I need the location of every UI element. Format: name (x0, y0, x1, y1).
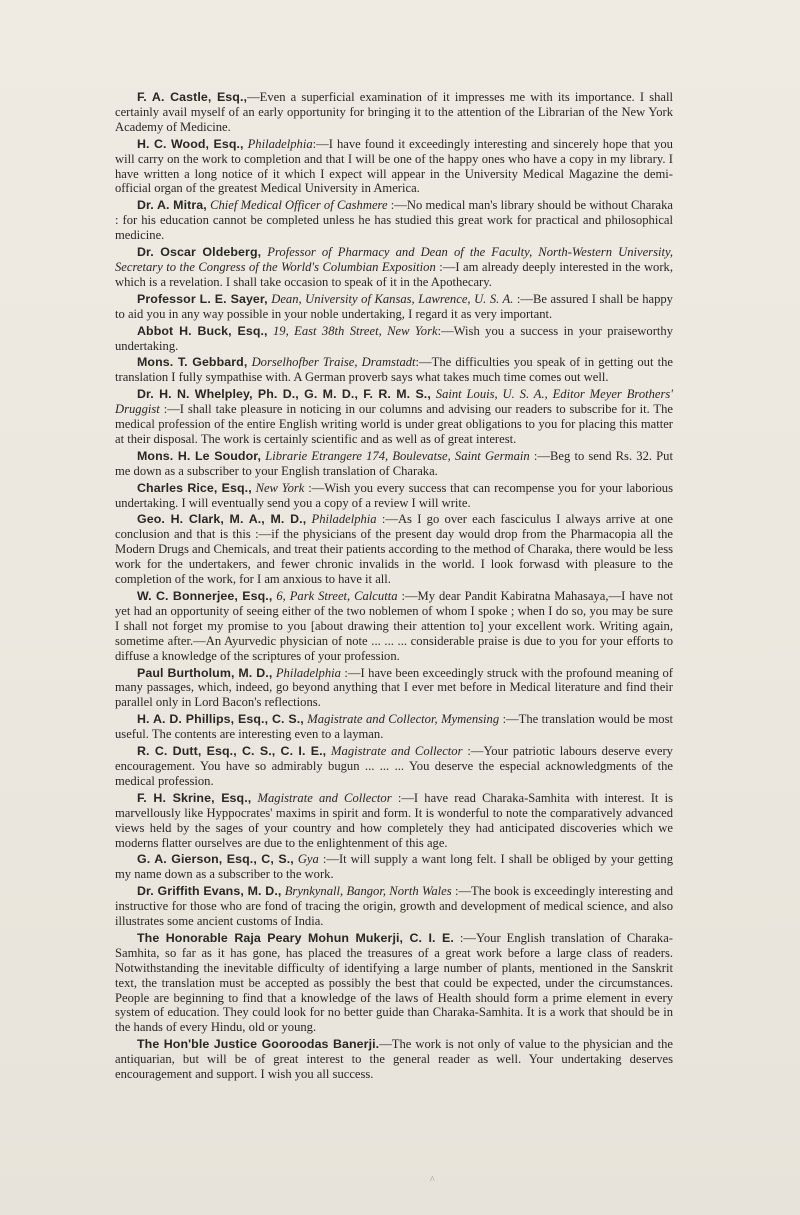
testimonial-entry (115, 449, 673, 479)
testimonial-text: :—The difficulties you speak of in getting out the translation I fully sympathise with. A German proverb says what takes much time comes out well. (115, 355, 674, 385)
testimonial-name: Abbot H. Buck, Esq., (137, 323, 268, 338)
testimonials-column (115, 90, 673, 1084)
testimonial-name: The Honorable Raja Peary Mohun Mukerji, C. I. E. (137, 930, 454, 945)
testimonial-affiliation: 6, Park Street, Calcutta (276, 589, 398, 603)
testimonial-entry (115, 137, 673, 197)
testimonial-affiliation: Philadelphia (275, 665, 341, 680)
testimonial-affiliation: Brynkynall, Bangor, North Wales (284, 884, 452, 899)
testimonial-entry (115, 744, 673, 789)
testimonial-text: —Even a superficial examination of it impresses me with its importance. I shall certainly avail myself of an early opportunity for bringing it to the attention of the Librarian of the New York Academy of Medicine. (115, 90, 673, 134)
testimonial-name: Dr. A. Mitra, (137, 198, 207, 213)
testimonial-text: :—No medical man's library should be without Charaka : for his education cannot be completed unless he has studied this great work for practical and philosophical medicine. (115, 198, 673, 243)
testimonial-affiliation: Philadelphia (247, 136, 313, 151)
testimonial-affiliation: 19, East 38th Street, New York (273, 323, 438, 338)
testimonial-name: H. A. D. Phillips, Esq., C. S., (137, 712, 304, 727)
testimonial-affiliation: Gya (297, 852, 319, 867)
testimonial-text: :—I shall take pleasure in noticing in our columns and advising our readers to subscribe for it. The medical profession of the entire English writing world is under great obligations to you for placing this matter at their disposal. The work is certainly scientific and as well as of great interest. (115, 402, 673, 446)
testimonial-entry (115, 355, 673, 385)
testimonial-text: :—The translation would be most useful. The contents are interesting even to a layman. (115, 712, 673, 742)
testimonial-text: :—It will supply a want long felt. I shall be obliged by your getting my name down as a subscriber to the work. (115, 852, 673, 882)
testimonial-entry (115, 931, 673, 1035)
testimonial-affiliation: Magistrate and Collector, Mymensing (307, 712, 500, 727)
testimonial-affiliation: Dorselhofber Traise, Dramstadt (251, 355, 416, 370)
testimonial-entry (115, 589, 673, 664)
testimonial-entry (115, 512, 673, 587)
testimonial-name: Paul Burtholum, M. D., (137, 665, 273, 680)
testimonial-text: :—Wish you a success in your praiseworthy undertaking. (115, 323, 673, 353)
testimonial-entry (115, 791, 673, 851)
printers-mark: ^ (430, 1175, 435, 1186)
testimonial-entry (115, 292, 673, 322)
testimonial-affiliation: Chief Medical Officer of Cashmere (210, 198, 388, 213)
testimonial-affiliation: Philadelphia (311, 512, 377, 527)
testimonial-text: :—Your English translation of Charaka-Samhita, so far as it has gone, has placed the treasures of a great work before a large class of readers. Notwithstanding the inevitable difficulty of identifying a large number of plants, mentioned in the Sanskrit text, the translation must be accepted as possibly the best that could be expected, under the circumstances. People are beginning to find that a knowledge of the laws of Health should form a prime element in every system of education. They could look for no better guide than Charaka-Samhita. It is a work that should be in the hands of every Hindu, old or young. (115, 930, 673, 1035)
testimonial-text: :—Be assured I shall be happy to aid you in any way possible in your noble undertaking, I regard it as very important. (115, 291, 673, 321)
testimonial-affiliation: Magistrate and Collector (257, 790, 392, 805)
testimonial-text: :—I have been exceedingly struck with the profound meaning of many passages, which, indeed, go beyond anything that I ever met before in Medical literature and find their parallel only in Lord Bacon's reflections. (115, 665, 673, 710)
testimonial-name: Charles Rice, Esq., (137, 480, 252, 495)
testimonial-name: F. A. Castle, Esq., (137, 90, 248, 104)
testimonial-name: H. C. Wood, Esq., (137, 136, 244, 151)
testimonial-entry (115, 481, 673, 511)
testimonial-entry (115, 1037, 673, 1082)
testimonial-name: Dr. Griffith Evans, M. D., (137, 884, 282, 899)
testimonial-entry (115, 387, 673, 447)
testimonial-entry (115, 712, 673, 742)
testimonial-entry (115, 324, 673, 354)
testimonial-affiliation: Professor of Pharmacy and Dean of the Faculty, North-Western University, Secretary to the Congress of the World's Columbian Exposition (115, 245, 674, 274)
testimonial-name: Mons. T. Gebbard, (137, 355, 248, 370)
testimonial-name: R. C. Dutt, Esq., C. S., C. I. E., (137, 744, 327, 759)
testimonial-entry (115, 198, 673, 243)
testimonial-name: Mons. H. Le Soudor, (137, 448, 262, 463)
testimonial-affiliation: Saint Louis, U. S. A., Editor Meyer Brothers' Druggist (115, 387, 673, 417)
testimonial-text: :—Your patriotic labours deserve every encouragement. You have so admirably bugun ... ... ... You deserve the especial acknowledgments of the medical profession. (115, 744, 673, 788)
testimonial-name: Dr. H. N. Whelpley, Ph. D., G. M. D., F. R. M. S., (137, 387, 431, 402)
testimonial-entry (115, 666, 673, 711)
testimonial-affiliation: Librarie Etrangere 174, Boulevatse, Saint Germain (265, 448, 530, 463)
testimonial-name: G. A. Gierson, Esq., C, S., (137, 852, 294, 867)
testimonial-text: :—I am already deeply interested in the work, which is a revelation. I shall take occasion to speak of it in the Apothecary. (115, 259, 673, 289)
testimonial-text: :—I have found it exceedingly interesting and sincerely hope that you will carry on the work to completion and that I will be one of the happy ones who have a copy in my library. I have written a long notice of it which I expect will appear in the University Medical Magazine the demi-official organ of the greatest Medical University in America. (115, 136, 673, 196)
testimonial-entry (115, 852, 673, 882)
testimonial-text: :—The book is exceedingly interesting and instructive for those who are fond of tracing the origin, growth and development of medical science, and also illustrates some ancient customs of India. (115, 884, 673, 929)
testimonial-name: Dr. Oscar Oldeberg, (137, 245, 262, 260)
testimonial-text: :—As I go over each fasciculus I always arrive at one conclusion and that is this :—if the physicians of the present day would drop from the Pharmacopia all the Modern Drugs and Chemicals, and treat their patients according to the method of Charaka, there would be less work for the undertakers, and fewer chronic invalids in the world. I look forwasd with pleasure to the completion of the work, for I am anxious to have it all. (115, 512, 673, 587)
testimonial-affiliation: Dean, University of Kansas, Lawrence, U. S. A. (271, 291, 514, 306)
testimonial-text: :—My dear Pandit Kabiratna Mahasaya,—I have not yet had an opportunity of seeing either of the two noblemen of whom I spoke ; when I do so, you may be sure I shall not forget my promise to you [about drawing their attention to] your excellent work. Writing again, sometime after.—An Ayurvedic physician of note ... ... ... considerable praise is due to you for your efforts to diffuse a knowledge of the scriptures of your profession. (115, 589, 673, 663)
testimonial-name: Professor L. E. Sayer, (137, 291, 268, 306)
testimonial-name: W. C. Bonnerjee, Esq., (137, 589, 273, 603)
testimonial-entry (115, 90, 673, 135)
testimonial-entry (115, 245, 673, 290)
testimonial-name: Geo. H. Clark, M. A., M. D., (137, 512, 307, 527)
testimonial-text: :—I have read Charaka-Samhita with interest. It is marvellously like Hyppocrates' maxims in spirit and form. It is wonderful to note the comparatively advanced views held by the sages of your country and how completely they had anticipated discoveries which we moderns flatter ourselves are due to the enlightenment of this age. (115, 790, 674, 850)
testimonial-entry (115, 884, 673, 929)
testimonial-affiliation: Magistrate and Collector (331, 744, 463, 759)
testimonial-text: :—Beg to send Rs. 32. Put me down as a subscriber to your English translation of Charaka. (115, 448, 673, 478)
testimonial-name: The Hon'ble Justice Gooroodas Banerji. (137, 1037, 380, 1052)
testimonial-affiliation: New York (255, 480, 305, 495)
testimonial-text: :—Wish you every success that can recompense you for your laborious undertaking. I will eventually send you a copy of a review I will write. (115, 480, 673, 510)
testimonial-name: F. H. Skrine, Esq., (137, 790, 252, 805)
testimonial-text: —The work is not only of value to the physician and the antiquarian, but will be of great interest to the general reader as well. Your undertaking deserves encouragement and support. I wish you all success. (115, 1037, 673, 1082)
